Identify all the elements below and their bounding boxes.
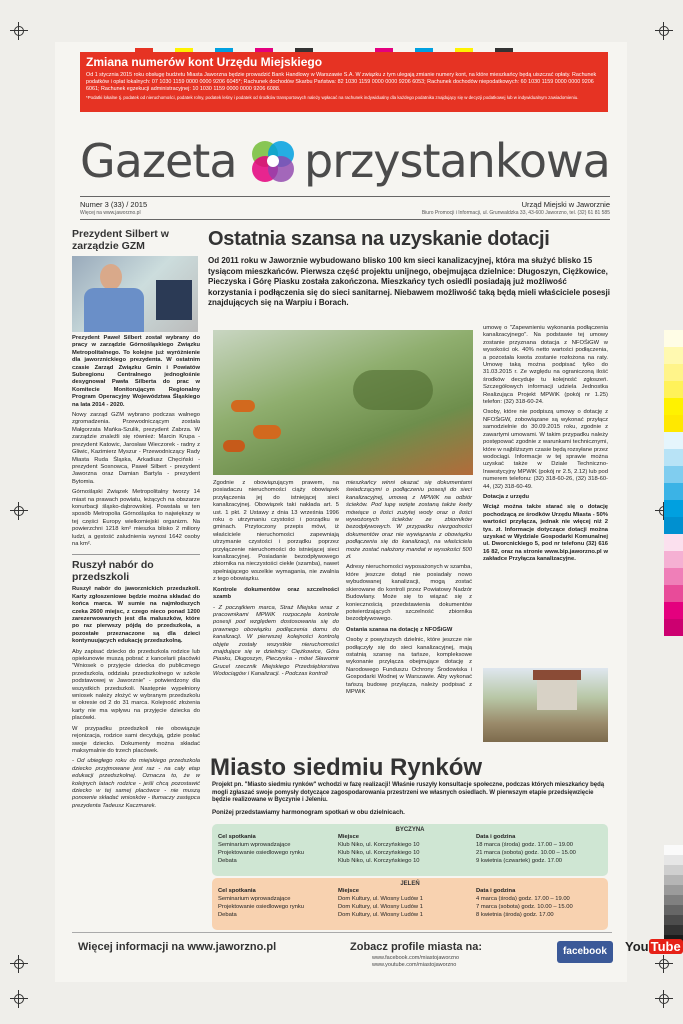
- table-row: [218, 857, 602, 865]
- byczyna-title: BYCZYNA: [395, 827, 425, 833]
- header-miejsce: Miejsce: [338, 834, 359, 840]
- cell: Dom Kultury, ul. Wiosny Ludów 1: [338, 912, 423, 918]
- cell: Debata: [218, 858, 237, 864]
- table-header: [218, 833, 602, 841]
- sidebar-p6: W przypadku przedszkoli nie obowiązuje rejonizacja, rodzice sami decydują, gdzie posłać swoje dziecko. Dokumenty można składać maksymalnie do trzech placówek.: [72, 725, 200, 754]
- cell: Debata: [218, 912, 237, 918]
- cell: 9 kwietnia (czwartek) godz. 17.00: [476, 858, 563, 864]
- sidebar-p4: Ruszył nabór do jaworznickich przedszkoli. Karty zgłoszeniowe będzie można składać do końca marca. W sumie na najmłodszych czeka 2600 miejsc, z czego nieco ponad 1200 zarezerwowanych jest dla maluszków, które po raz pierwszy pójdą do przedszkola, a pozostałe przeznaczone są dla dzieci kontynuujących edukację przedszkolną.: [72, 586, 200, 645]
- masthead: [80, 130, 610, 188]
- article-lead: Od 2011 roku w Jaworznie wybudowano blisko 100 km sieci kanalizacyjnej, która ma służyć blisko 15 tysiącom mieszkańców. Pierwsza część projektu unijnego, obejmująca dzielnice: Długoszyn, Ciężkowice, Pieczyska i Górę Piasku została zakończona. Mieszkańcy tych osiedli posiadają już możliwość korzystania i podłączenia się do sieci sanitarnej. Niebawem możliwość taką będą mieli właściciele posesji znajdujących się na Warpiu i Borach.: [208, 256, 610, 308]
- notice-footnote: *Podatki lokalne tj. podatek od nieruchomości, podatek rolny, podatek leśny i podatek od środków transportowych należy wpłacać na rachunek indywidualny dla każdego podatnika znajdujący się w decyzji podatkowej lub w indywidualnym zawiadomieniu.: [86, 95, 579, 100]
- gray-bar: [664, 845, 683, 945]
- article-c2b: Osoby z powyższych dzielnic, które jeszcze nie podłączyły się do sieci kanalizacyjnej, mają ostatnią szansę na tańsze, kompleksowe wykonanie przyłącza obejmujące dotację z Narodowego Funduszu Ochrony Środowiska i Gospodarki Wodnej w Warszawie. Aby wykonać tańszą budowę przyłącza, należy podpisać z MPWiK: [346, 637, 472, 695]
- cell: 21 marca (sobota) godz. 10.00 – 15.00: [476, 850, 576, 856]
- article-col-2: [346, 480, 472, 755]
- cell: 18 marca (środa) godz. 17.00 – 19.00: [476, 842, 573, 848]
- table-header: [218, 887, 602, 895]
- footer-more-info[interactable]: Więcej informacji na www.jaworzno.pl: [78, 941, 277, 953]
- byczyna-schedule: [212, 824, 608, 876]
- article-c2-italic: mieszkańcy winni okazać się dokumentami świadczącymi o podłączeniu posesji do sieci kanalizacyjnej, umową z MPWiK na odbiór ścieków. Pod lupę wzięte zostaną także kwity mówiące o ilości zużytej wody oraz o ilości wywożonych ścieków ze zbiorników bezodpływowych. W przypadku niezgodności dokumentów oraz nie wywiązania z obowiązku podłączenia się do kanalizacji, na właściciela może zostać nałożony mandat w wysokości 500 zł.: [346, 480, 472, 561]
- table-row: [218, 841, 602, 849]
- cell: Dom Kultury, ul. Wiosny Ludów 1: [338, 904, 423, 910]
- cell: Klub Niko, ul. Korczyńskiego 10: [338, 850, 420, 856]
- crop-mark-icon: [10, 955, 28, 973]
- cell: Projektowanie osiedlowego rynku: [218, 850, 305, 856]
- cell: 4 marca (środa) godz. 17.00 – 19.00: [476, 896, 570, 902]
- cell: 8 kwietnia (środa) godz. 17.00: [476, 912, 554, 918]
- footer-profiles: Zobacz profile miasta na:: [350, 941, 483, 953]
- cell: Dom Kultury, ul. Wiosny Ludów 1: [338, 896, 423, 902]
- jelen-schedule: [212, 878, 608, 930]
- sidebar-p1: Prezydent Paweł Silbert został wybrany do pracy w zarządzie Górnośląskiego Związku Metropolitalnego. To kolejne już wyróżnienie dla jaworznickiego prezydenta. W ostatnim czasie Zarząd Związku Gmin i Powiatów Subregionu Centralnego jednogłośnie desygnował Pawła Silberta do prac w Komitecie Monitorującym Regionalny Program Operacyjny Województwa Śląskiego na lata 2014 - 2020.: [72, 335, 200, 408]
- cell: Projektowanie osiedlowego rynku: [218, 904, 305, 910]
- youtube-icon[interactable]: [625, 939, 683, 954]
- main-article: [208, 228, 610, 309]
- crop-mark-icon: [655, 955, 673, 973]
- cell: 7 marca (sobota) godz. 10.00 – 15.00: [476, 904, 573, 910]
- president-photo: [72, 256, 198, 332]
- issue-web[interactable]: Więcej na www.jaworzno.pl: [80, 210, 141, 216]
- facebook-url[interactable]: www.facebook.com/miastojaworzno: [372, 955, 460, 961]
- sidebar-p5: Aby zapisać dziecko do przedszkola rodzice lub opiekunowie muszą pobrać z kancelarii placówki "Wniosek o przyjęcie dziecka do publicznego przedszkola, oddziału przedszkolnego w szkole podstawowej w Jaworznie" - potwierdzony dla wszystkich przedszkoli. Następnie wypełniony wniosek należy złożyć w wybranym przedszkolu w okresie od 2 do 31 marca. Kolejność złożenia karty nie ma wpływu na przyjęcie dziecka do placówki.: [72, 648, 200, 722]
- article-c1: Zgodnie z obowiązującym prawem, na posiadaczu nieruchomości ciąży obowiązek przyłączenia jej do istniejącej sieci kanalizacyjnej. Obowiązek taki nakłada art. 5 ust. 1 pkt. 2 Ustawy z dnia 13 września 1996 roku o utrzymaniu czystości i porządku w gminach. Przytoczony przepis mówi, iż właściciele nieruchomości zapewniają utrzymanie czystości i porządku poprzez przyłączenie nieruchomości do istniejącej sieci kanalizacyjnej. Posiadanie bezodpływowego zbiornika na nieczystości ciekłe (szamba), nawet spełniającego wszelkie wymagania, nie zwalnia z tego obowiązku.: [213, 480, 339, 583]
- logo-icon: [248, 136, 298, 186]
- construction-photo: [483, 668, 608, 742]
- sidebar-title-2: Ruszył nabór do przedszkoli: [72, 559, 154, 584]
- header-cel: Cel spotkania: [218, 834, 256, 840]
- account-notice-box: [80, 52, 608, 112]
- masthead-przystankowa: przystankowa: [304, 134, 610, 188]
- article-c3c: Wciąż można także starać się o dotację pochodzącą ze środków Urzędu Miasta - 50% wartości przyłącza, jednak nie więcej niż 2 tys. zł. Informacje dotyczące dotacji można uzyskać w Wydziale Gospodarki Komunalnej ul. Dworcnickiego 5, pod nr telefonu (32) 616 16 82, oraz na stronie www.bip.jaworzno.pl w zakładce Przyłącza kanalizacyjne.: [483, 504, 608, 563]
- crop-mark-icon: [10, 502, 28, 520]
- sidebar-p3: Górnośląski Związek Metropolitalny tworzy 14 miast na prawach powiatu, leżących na obszarze konurbacji śląsko-dąbrowskiej. Powstała w ten sposób Metropolia Górnośląska to największy w tej części Europy wielkomiejski organizm. Na powierzchni 1218 km² mieszka blisko 2 miliony ludzi, a gęstość zaludnienia wynosi 1642 osoby na km².: [72, 489, 200, 547]
- footer: [72, 932, 681, 968]
- article-c3-heading: Dotacja z urzędu: [483, 493, 530, 500]
- header-data: Data i godzina: [476, 834, 516, 840]
- article-c2: Adresy nieruchomości wyposażonych w szamba, które jeszcze dotąd nie posiadały nowo wybudowanej kanalizacji, mogą zostać skierowane do kontroli przez Powiatowy Nadzór Budowlany. Może się to wiązać się z koniecznością przedstawienia dokumentów potwierdzających szczelność zbiornika bezodpływowego.: [346, 564, 472, 623]
- table-row: [218, 903, 602, 911]
- article-c3b: Osoby, które nie podpiszą umowy o dotację z NFOŚiGW, zobowiązane są wykonać przyłącz samodzielnie do 30.09.2015 roku, zgodnie z zawartymi umowami. W takim przypadku należy postępować zgodnie z warunkami technicznymi, które w najbliższym czasie będą rozsyłane przez wodociągi. Informacje w tej sprawie można uzyskać także w Dziale Techniczno-Inwestycyjny MPWiK (pokój nr 2.5, 2.12) lub pod numerem telefonu: (32) 318-60-26, (32) 318-60-44, (32) 318-60-49.: [483, 409, 609, 490]
- article-c3: umowę o "Zapewnieniu wykonania podłączenia kanalizacyjnego". Na podstawie tej umowy zostanie przyznana dotacja z NFOŚiGW w wysokości ok. 40% netto wartości podłączenia, a pozostała kwota zostanie rozłożona na raty. Umowę taką można podpisać tylko do 31.03.2015 r. Ze względu na ograniczoną ilość środków decyduje tu kolejność zgłoszeń. Szczegółowych informacji udziela Jednostka Realizująca Projekt MPWiK (pokój nr 1.25) telefon: (32) 318-60-24.: [483, 325, 608, 406]
- publisher: Urząd Miejski w Jaworznie: [521, 200, 610, 209]
- cell: Seminarium wprowadzające: [218, 842, 291, 848]
- markets-title: Miasto siedmiu Rynków: [210, 754, 483, 781]
- color-bar: [664, 330, 683, 636]
- crop-mark-icon: [10, 22, 28, 40]
- notice-body: Od 1 stycznia 2015 roku obsługę budżetu Miasta Jaworzna będzie prowadzić Bank Handlowy w Warszawie S.A. W związku z tym ulegają zmianie numery kont, na które mieszkańcy będą uiszczać opłaty. Rachunek podatków i opłat lokalnych: 07 1030 1159 0000 0000 9206 6045*; Rachunek dochodów Skarbu Państwa: 82 1030 1159 0000 0000 9206 6053; Rachunek dochodów niepodatkowych: 60 1030 1159 0000 0000 9206 6061; Rachunek egzekucji administracyjnej: 10 1030 1159 0000 0000 9206 6088.: [86, 72, 597, 92]
- table-row: [218, 911, 602, 919]
- markets-lead: Projekt pn. "Miasto siedmiu rynków" wchodzi w fazę realizacji! Właśnie ruszyły konsultacje społeczne, podczas których mieszkańcy będą mogli zgłaszać swoje pomysły dotyczące zagospodarowania przestrzeni we własnych osiedlach. W pierwszym etapie przedsięwzięcie będzie realizowane w Byczynie i Jeleniu.: [212, 782, 605, 804]
- publisher-address: Biuro Promocji i Informacji, ul. Grunwaldzka 33, 43-600 Jaworzno, tel. (32) 61 81 585: [421, 210, 610, 216]
- header-miejsce: Miejsce: [338, 888, 359, 894]
- issue-number: Numer 3 (33) / 2015: [80, 200, 148, 209]
- youtube-you: You: [625, 939, 649, 954]
- crop-mark-icon: [10, 990, 28, 1008]
- header-cel: Cel spotkania: [218, 888, 256, 894]
- sidebar-p7: - Od ubiegłego roku do miejskiego przedszkola dziecko przyjmowane jest raz - na cały etap edukacji przedszkolnej. Oznacza to, że w kolejnych latach rodzice - jeśli chcą pozostawić dziecko w tej samej placówce - nie muszą ponownie składać wniosków - tłumaczy zastępca prezydenta Tadeusz Kaczmarek.: [72, 758, 200, 809]
- article-c1-heading: Kontrole dokumentów oraz szczelności szamb: [213, 586, 339, 601]
- pipes-photo: [213, 330, 473, 475]
- cell: Seminarium wprowadzające: [218, 896, 291, 902]
- jelen-title: JELEŃ: [400, 881, 420, 887]
- crop-mark-icon: [655, 22, 673, 40]
- sidebar: [72, 228, 200, 928]
- youtube-url[interactable]: www.youtube.com/miastojaworzno: [372, 962, 457, 968]
- notice-title: Zmiana numerów kont Urzędu Miejskiego: [86, 55, 323, 69]
- article-col-3: [483, 325, 608, 665]
- cell: Klub Niko, ul. Korczyńskiego 10: [338, 858, 420, 864]
- facebook-icon[interactable]: facebook: [557, 941, 613, 963]
- issue-bar: [80, 196, 610, 220]
- markets-sub: Poniżej przedstawiamy harmonogram spotkań w obu dzielnicach.: [212, 809, 405, 816]
- article-col-1: [213, 480, 339, 755]
- sidebar-title: Prezydent Silbert w zarządzie GZM: [72, 228, 169, 252]
- article-c2-heading: Ostania szansa na dotację z NFOŚiGW: [346, 626, 453, 633]
- table-row: [218, 849, 602, 857]
- cell: Klub Niko, ul. Korczyńskiego 10: [338, 842, 420, 848]
- article-title: Ostatnia szansa na uzyskanie dotacji: [208, 228, 550, 250]
- masthead-gazeta: Gazeta: [80, 134, 237, 188]
- crop-mark-icon: [655, 990, 673, 1008]
- sidebar-p2: Nowy zarząd GZM wybrano podczas walnego zgromadzenia. Przewodniczącym została Małgorzata Mańka-Szulik, prezydent Zabrza. W zarządzie znaleźli się również: Marcin Krupa - prezydent Katowic, Jarosław Wieczorek - radny z Gliwic, Kazimierz Myszur - Przewodniczący Rady Miasta Ruda Śląska, Arkadiusz Chęciński - prezydent Sosnowca, Paweł Silbert - prezydent Jaworzna oraz Damian Bartyla - prezydent Bytomia.: [72, 412, 200, 485]
- table-row: [218, 895, 602, 903]
- header-data: Data i godzina: [476, 888, 516, 894]
- youtube-tube: Tube: [650, 939, 681, 954]
- article-c1-italic: - Z początkiem marca, Straż Miejska wraz z pracownikami MPWiK rozpoczęła kontrole posesji pod względem dostosowania się do prawnego obowiązku podłączenia domu do kanalizacji. W pierwszej kolejności kontrolą objęte zostały wszystkie nieruchomości znajdujące się w dzielnicy: Ciężkowice, Góra Piasku, Długoszyn, Pieczyska - mówi Sławomir Grucel rzecznik Miejskiego Przedsiębiorstwa Wodociągów i Kanalizacji. - Podczas kontroli: [213, 604, 339, 678]
